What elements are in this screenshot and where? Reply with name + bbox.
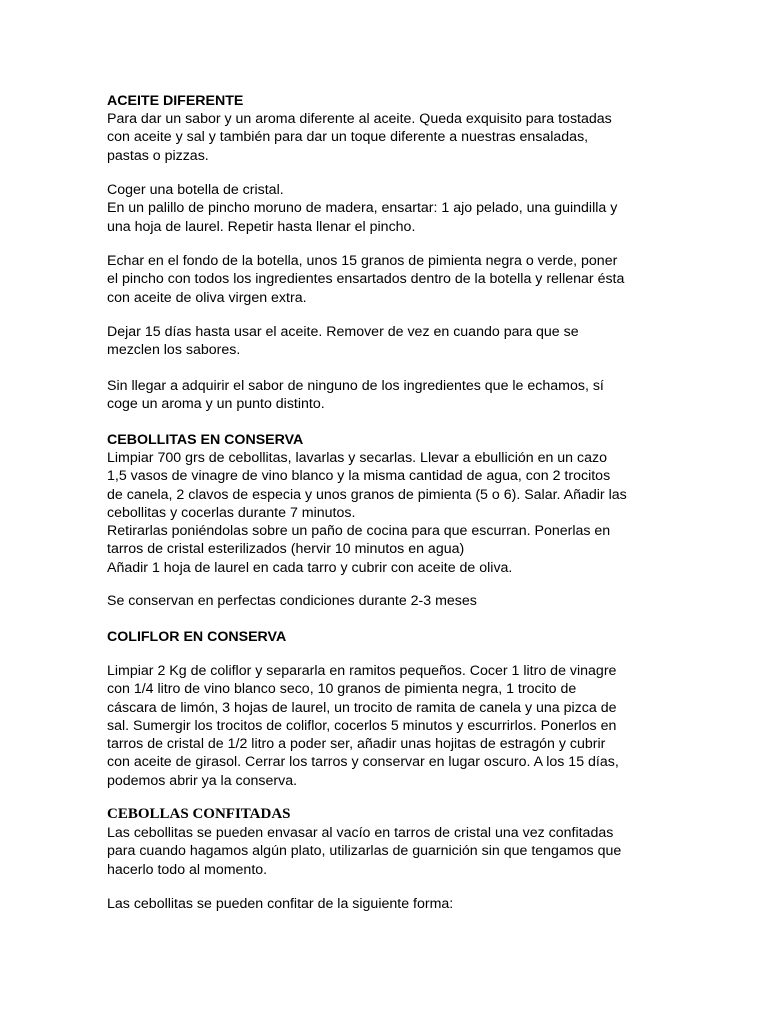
text-line: coge un aroma y un punto distinto. <box>107 396 325 413</box>
paragraph <box>107 592 667 610</box>
text-line: cáscara de limón, 3 hojas de laurel, un trocito de ramita de canela y una pizca de <box>107 699 617 716</box>
section-title-aceite-diferente: ACEITE DIFERENTE <box>107 93 244 109</box>
text-line: mezclen los sabores. <box>107 342 241 359</box>
text-line: En un palillo de pincho moruno de madera, ensartar: 1 ajo pelado, una guindilla y <box>107 200 618 217</box>
text-line: Se conservan en perfectas condiciones durante 2-3 meses <box>107 593 477 609</box>
text-line: Limpiar 2 Kg de coliflor y separarla en ramitos pequeños. Cocer 1 litro de vinagre <box>107 663 617 679</box>
paragraph <box>107 449 667 577</box>
paragraph <box>107 181 667 236</box>
text-line: Añadir 1 hoja de laurel en cada tarro y cubrir con aceite de oliva. <box>107 559 513 576</box>
text-line: pastas o pizzas. <box>107 147 209 164</box>
text-line: con aceite y sal y también para dar un toque diferente a nuestras ensaladas, <box>107 129 589 146</box>
text-line: de canela, 2 clavos de especia y unos granos de pimienta (5 o 6). Salar. Añadir las <box>107 486 627 503</box>
text-line: podemos abrir ya la conserva. <box>107 772 298 789</box>
text-line: 1,5 vasos de vinagre de vino blanco y la misma cantidad de agua, con 2 trocitos <box>107 468 611 485</box>
text-line: con aceite de oliva virgen extra. <box>107 289 307 306</box>
text-line: Echar en el fondo de la botella, unos 15 granos de pimienta negra o verde, poner <box>107 253 618 269</box>
paragraph <box>107 377 667 414</box>
section-title-coliflor-en-conserva: COLIFLOR EN CONSERVA <box>107 629 287 645</box>
paragraph <box>107 895 667 913</box>
text-line: Las cebollitas se pueden confitar de la siguiente forma: <box>107 896 454 912</box>
text-line: tarros de cristal esterilizados (hervir 10 minutos en agua) <box>107 541 465 558</box>
paragraph <box>107 323 667 360</box>
paragraph <box>107 824 667 879</box>
text-line: Limpiar 700 grs de cebollitas, lavarlas y secarlas. Llevar a ebullición en un cazo <box>107 450 607 466</box>
text-line: hacerlo todo al momento. <box>107 861 268 878</box>
text-line: Dejar 15 días hasta usar el aceite. Remover de vez en cuando para que se <box>107 324 579 340</box>
text-line: una hoja de laurel. Repetir hasta llenar el pincho. <box>107 218 416 235</box>
text-line: con aceite de girasol. Cerrar los tarros y conservar en lugar oscuro. A los 15 días, <box>107 754 619 771</box>
text-line: cebollitas y cocerlas durante 7 minutos. <box>107 504 356 521</box>
text-line: con 1/4 litro de vino blanco seco, 10 granos de pimienta negra, 1 trocito de <box>107 681 577 698</box>
paragraph <box>107 252 667 307</box>
text-line: tarros de cristal de 1/2 litro a poder ser, añadir unas hojitas de estragón y cubrir <box>107 736 606 753</box>
paragraph <box>107 110 667 165</box>
text-line: Coger una botella de cristal. <box>107 182 284 198</box>
text-line: Retirarlas poniéndolas sobre un paño de cocina para que escurran. Ponerlas en <box>107 523 611 540</box>
section-title-cebollas-confitadas: CEBOLLAS CONFITADAS <box>107 806 291 822</box>
text-line: Las cebollitas se pueden envasar al vacío en tarros de cristal una vez confitadas <box>107 825 614 841</box>
text-line: Para dar un sabor y un aroma diferente al aceite. Queda exquisito para tostadas <box>107 111 612 127</box>
text-line: Sin llegar a adquirir el sabor de ninguno de los ingredientes que le echamos, sí <box>107 378 604 394</box>
text-line: sal. Sumergir los trocitos de coliflor, cocerlos 5 minutos y escurrirlos. Ponerlos en <box>107 717 617 734</box>
paragraph <box>107 662 667 790</box>
text-line: el pincho con todos los ingredientes ensartados dentro de la botella y rellenar ésta <box>107 271 625 288</box>
section-title-cebollitas-en-conserva: CEBOLLITAS EN CONSERVA <box>107 432 304 448</box>
text-line: para cuando hagamos algún plato, utilizarlas de guarnición sin que tengamos que <box>107 843 622 860</box>
